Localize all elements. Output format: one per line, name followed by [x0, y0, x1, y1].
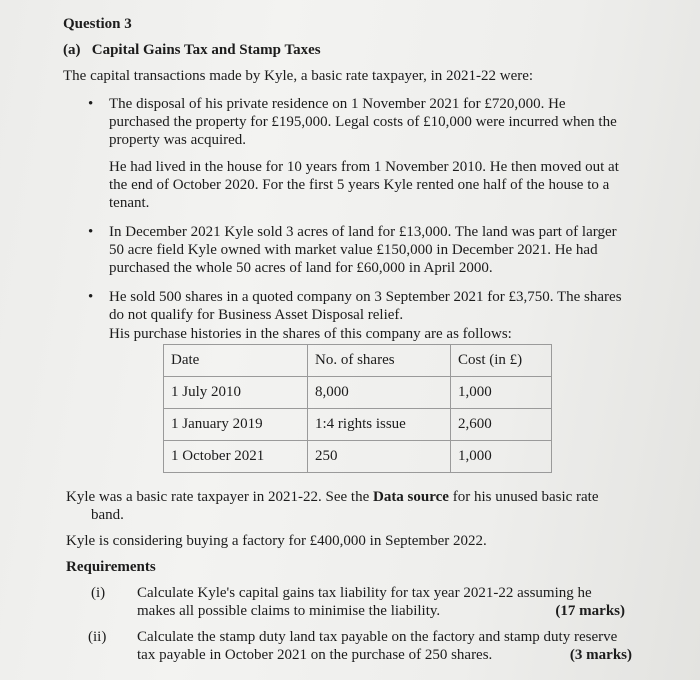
table-header-cell: Date: [164, 345, 308, 377]
requirement-2-line-2: tax payable in October 2021 on the purchase of 250 shares.: [137, 647, 493, 663]
table-row: [164, 377, 552, 409]
requirements-title: Requirements: [66, 559, 156, 575]
data-source-ref: Data source: [372, 489, 449, 505]
bullet-dot: •: [88, 289, 94, 305]
table-cell: 1 October 2021: [164, 441, 308, 473]
table-cell: 1 July 2010: [164, 377, 308, 409]
bullet-1-para2-line-2: the end of October 2020. For the first 5 years Kyle rented one half of the house to a: [109, 177, 610, 193]
table-cell: 2,600: [451, 409, 552, 441]
factory-text: Kyle is considering buying a factory for £400,000 in September 2022.: [66, 533, 487, 549]
table-cell: 250: [308, 441, 451, 473]
requirement-2-number: (ii): [88, 629, 107, 645]
question-title: Question 3: [63, 16, 132, 32]
table-header-row: [164, 345, 552, 377]
basic-rate-post: for his unused basic rate: [448, 489, 599, 505]
requirement-1-line-1: Calculate Kyle's capital gains tax liability for tax year 2021-22 assuming he: [137, 585, 592, 601]
bullet-3-line-1: He sold 500 shares in a quoted company on 3 September 2021 for £3,750. The shares: [109, 289, 622, 305]
bullet-1-line-2: purchased the property for £195,000. Legal costs of £10,000 were incurred when the: [109, 114, 617, 130]
part-a-title: (a) Capital Gains Tax and Stamp Taxes: [63, 42, 321, 58]
bullet-3-line-3: His purchase histories in the shares of this company are as follows:: [109, 326, 512, 342]
bullet-2-line-1: In December 2021 Kyle sold 3 acres of land for £13,000. The land was part of larger: [109, 224, 617, 240]
table-header-cell: No. of shares: [308, 345, 451, 377]
bullet-2-line-3: purchased the whole 50 acres of land for £60,000 in April 2000.: [109, 260, 493, 276]
table-header-cell: Cost (in £): [451, 345, 552, 377]
bullet-1-line-1: The disposal of his private residence on 1 November 2021 for £720,000. He: [109, 96, 566, 112]
table-cell: 1:4 rights issue: [308, 409, 451, 441]
intro-text: The capital transactions made by Kyle, a basic rate taxpayer, in 2021-22 were:: [63, 68, 534, 84]
basic-rate-pre: Kyle was a basic rate taxpayer in 2021-22. See the: [66, 489, 373, 505]
basic-rate-line-2: band.: [91, 507, 124, 523]
table-cell: 1,000: [451, 377, 552, 409]
table-row: [164, 409, 552, 441]
bullet-1-line-3: property was acquired.: [109, 132, 247, 148]
requirement-1-line-2: makes all possible claims to minimise the liability.: [137, 603, 441, 619]
table-row: [164, 441, 552, 473]
requirement-2-marks: (3 marks): [569, 647, 632, 663]
bullet-dot: •: [88, 96, 94, 112]
table-cell: 1,000: [451, 441, 552, 473]
purchase-history-table: [163, 344, 552, 473]
table-cell: 8,000: [308, 377, 451, 409]
requirement-1-marks: (17 marks): [555, 603, 625, 619]
bullet-1-para2-line-3: tenant.: [109, 195, 150, 211]
bullet-1-para2-line-1: He had lived in the house for 10 years from 1 November 2010. He then moved out at: [109, 159, 619, 175]
table-cell: 1 January 2019: [164, 409, 308, 441]
requirement-1-number: (i): [91, 585, 106, 601]
bullet-2-line-2: 50 acre field Kyle owned with market value £150,000 in December 2021. He had: [109, 242, 598, 258]
requirement-2-line-1: Calculate the stamp duty land tax payable on the factory and stamp duty reserve: [137, 629, 618, 645]
basic-rate-text: [66, 488, 599, 506]
bullet-3-line-2: do not qualify for Business Asset Disposal relief.: [109, 307, 404, 323]
bullet-dot: •: [88, 224, 94, 240]
